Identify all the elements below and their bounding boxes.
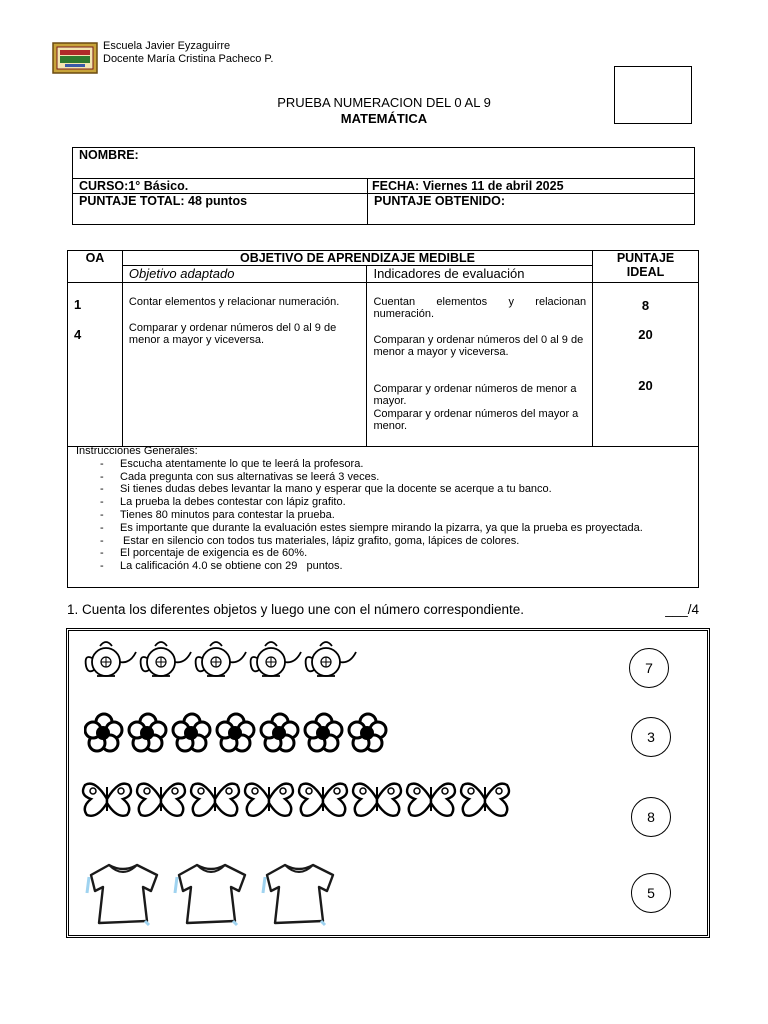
question-1-text: 1. Cuenta los diferentes objetos y luego une con el número correspondiente. (67, 602, 525, 617)
butterfly-icon (353, 784, 401, 816)
school-info (103, 40, 273, 66)
teapot-icon (196, 642, 246, 676)
flower-icon (217, 714, 254, 751)
instruction-item: - Si tienes dudas debes levantar la mano y esperar que la docente se acerque a tu banco. (100, 483, 552, 496)
flower-icon (85, 714, 122, 751)
puntaje-total-field (73, 194, 368, 225)
col-oa-header: OA (68, 251, 123, 283)
col-puntaje-header: PUNTAJE IDEAL (593, 251, 699, 283)
number-circle-7[interactable]: 7 (629, 648, 669, 688)
teapot-icon (251, 642, 301, 676)
matching-exercise (66, 628, 710, 938)
curso-label: CURSO:1° Básico. (79, 179, 189, 193)
butterfly-icon (245, 784, 293, 816)
teapot-icon (141, 642, 191, 676)
instructions-box (67, 445, 699, 588)
indicador-2: Comparan y ordenar números del 0 al 9 de menor a mayor y viceversa. (373, 334, 584, 358)
teacher-name: Docente María Cristina Pacheco P. (103, 53, 274, 65)
tshirt-row (83, 857, 353, 932)
fecha-field (368, 179, 695, 194)
number-circle-8[interactable]: 8 (631, 797, 671, 837)
col-objetivo-header: OBJETIVO DE APRENDIZAJE MEDIBLE (122, 251, 592, 266)
test-title: PRUEBA NUMERACION DEL 0 AL 9 (277, 95, 491, 110)
puntaje-obtenido-label: PUNTAJE OBTENIDO: (374, 194, 506, 208)
objetivo-1: Contar elementos y relacionar numeración. (128, 296, 340, 308)
question-1-score: ___/4 (665, 602, 699, 617)
puntaje-1: 8 (641, 298, 650, 313)
school-name: Escuela Javier Eyzaguirre (103, 40, 231, 52)
indicador-3a: Comparar y ordenar números de menor a mayor. (373, 383, 577, 407)
flower-row (84, 709, 394, 760)
tshirt-icon (263, 865, 333, 925)
oa-cell (68, 283, 123, 447)
indicador-3b: Comparar y ordenar números del mayor a menor. (373, 408, 579, 432)
puntaje-3: 20 (638, 378, 653, 393)
oa-4: 4 (74, 327, 82, 342)
butterfly-icon (137, 784, 185, 816)
flower-icon (349, 714, 386, 751)
puntaje-cell (593, 283, 699, 447)
puntaje-2: 20 (638, 327, 653, 342)
teapot-icon (86, 642, 136, 676)
instruction-item: - El porcentaje de exigencia es de 60%. (100, 547, 308, 560)
butterfly-icon (83, 784, 131, 816)
flower-group (84, 709, 394, 755)
number-circle-5[interactable]: 5 (631, 873, 671, 913)
butterfly-icon (191, 784, 239, 816)
teapot-group (84, 634, 364, 686)
oa-1: 1 (74, 297, 82, 312)
objetivo-2: Comparar y ordenar números del 0 al 9 de menor a mayor y viceversa. (128, 322, 337, 346)
curso-field (73, 179, 368, 194)
objectives-table (67, 250, 699, 447)
teapot-icon (306, 642, 356, 676)
butterfly-group (81, 776, 521, 822)
flower-icon (305, 714, 342, 751)
objetivo-cell (122, 283, 367, 447)
indicador-1: Cuentan elementos y relacionan numeración. (373, 296, 587, 320)
number-circle-3[interactable]: 3 (631, 717, 671, 757)
sub-adaptado-header: Objetivo adaptado (122, 266, 367, 283)
school-logo (52, 42, 98, 74)
tshirt-icon (175, 865, 245, 925)
fecha-label: FECHA: Viernes 11 de abril 2025 (372, 179, 564, 193)
butterfly-icon (407, 784, 455, 816)
butterfly-row (81, 776, 521, 827)
student-info-table (72, 147, 695, 225)
instruction-item: - La prueba la debes contestar con lápiz grafito. (100, 496, 346, 509)
instruction-item: - Es importante que durante la evaluación estes siempre mirando la pizarra, ya que la prueba es proyectada. (100, 521, 643, 534)
nombre-label: NOMBRE: (79, 148, 139, 162)
teapot-row (84, 634, 364, 691)
subject-title: MATEMÁTICA (340, 111, 428, 126)
flower-icon (261, 714, 298, 751)
instruction-item: - Escucha atentamente lo que te leerá la profesora. (100, 457, 364, 470)
question-1 (67, 602, 699, 617)
instructions-title: Instrucciones Generales: (76, 445, 198, 457)
instruction-item: - Tienes 80 minutos para contestar la prueba. (100, 508, 335, 521)
nombre-field[interactable] (73, 148, 695, 179)
flower-icon (173, 714, 210, 751)
tshirt-icon (87, 865, 157, 925)
indicadores-cell (367, 283, 593, 447)
tshirt-group (83, 857, 353, 927)
flower-icon (129, 714, 166, 751)
puntaje-total-label: PUNTAJE TOTAL: 48 puntos (79, 194, 248, 208)
sub-indicadores-header: Indicadores de evaluación (367, 266, 593, 283)
instruction-item: - Estar en silencio con todos tus materiales, lápiz grafito, goma, lápices de colores. (100, 534, 520, 547)
butterfly-icon (299, 784, 347, 816)
instructions-list (68, 458, 698, 573)
butterfly-icon (461, 784, 509, 816)
instruction-item: - La calificación 4.0 se obtiene con 29 puntos. (100, 560, 343, 573)
instruction-item: - Cada pregunta con sus alternativas se leerá 3 veces. (100, 470, 380, 483)
puntaje-obtenido-field[interactable] (368, 194, 695, 225)
